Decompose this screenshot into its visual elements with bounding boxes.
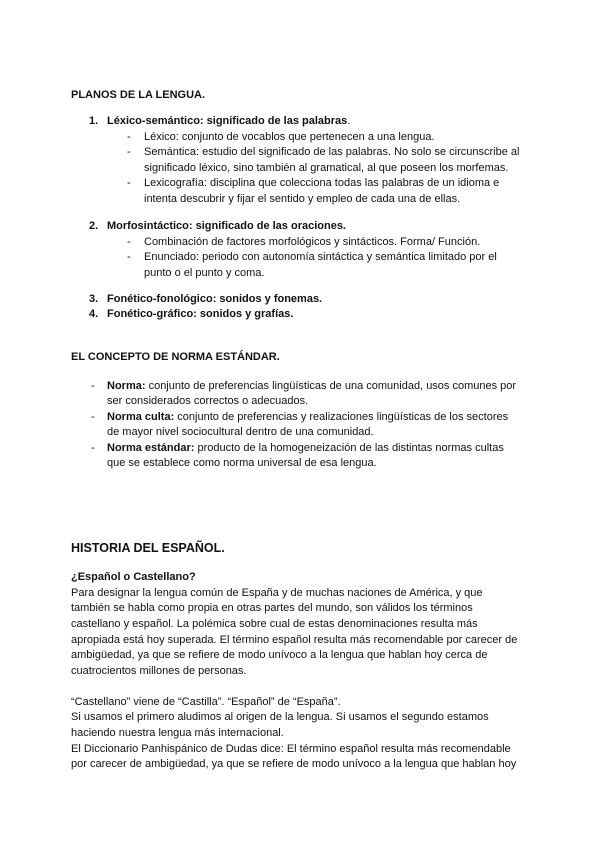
item-title-tail: . [347, 115, 351, 127]
term: Norma: [107, 380, 146, 392]
list-number: 1. [89, 115, 99, 127]
list-number: 4. [89, 308, 99, 320]
definition-text: de mayor nivel sociocultural dentro de una comunidad. [107, 426, 374, 438]
paragraph-line: Para designar la lengua común de España y de muchas naciones de América, y que [71, 587, 483, 599]
list-item-title: Morfosintáctico: significado de las oraciones. [107, 220, 346, 232]
bullet-dash: - [91, 380, 95, 392]
subsection-title: ¿Español o Castellano? [71, 571, 196, 583]
paragraph-line: por carecer de ambigüedad, ya que se refiere de modo unívoco a la lengua que hablan hoy [71, 758, 517, 770]
bullet-dash: - [91, 411, 95, 423]
definition-text: conjunto de preferencias lingüísticas de una comunidad, usos comunes por [145, 380, 517, 392]
paragraph-line: cuatrocientos millones de personas. [71, 665, 247, 677]
section-title: PLANOS DE LA LENGUA. [71, 89, 206, 101]
paragraph-line: haciendo nuestra lengua más internacional. [71, 727, 284, 739]
definition [107, 410, 508, 424]
paragraph-line: también se habla como propia en otras partes del mundo, son válidos los términos [71, 602, 473, 614]
list-number: 2. [89, 220, 99, 232]
paragraph-line: apropiada está hoy superada. El término español resulta más recomendable por carecer de [71, 634, 518, 646]
paragraph-line: Si usamos el primero aludimos al origen de la lengua. Si usamos el segundo estamos [71, 711, 489, 723]
bullet-text: significado léxico, sino también al gramatical, al que poseen los morfemas. [144, 162, 509, 174]
list-number: 3. [89, 293, 99, 305]
bullet-dash: - [91, 442, 95, 454]
bullet-dash: - [127, 177, 131, 189]
definition-text: ser considerados correctos o adecuados. [107, 395, 309, 407]
definition-text: producto de la homogeneización de las distintas normas cultas [194, 442, 504, 454]
list-item-title: Fonético-gráfico: sonidos y grafías. [107, 308, 294, 320]
list-item-title: Fonético-fonológico: sonidos y fonemas. [107, 293, 323, 305]
bullet-dash: - [127, 146, 131, 158]
paragraph-line: “Castellano” viene de “Castilla”. “Español” de “España”. [71, 696, 341, 708]
bullet-dash: - [127, 251, 131, 263]
paragraph-line: castellano y español. La polémica sobre cual de estas denominaciones resulta más [71, 618, 478, 630]
definition-text: que se establece como norma universal de esa lengua. [107, 457, 377, 469]
section-title: HISTORIA DEL ESPAÑOL. [71, 541, 225, 555]
bullet-dash: - [127, 131, 131, 143]
bullet-dash: - [127, 236, 131, 248]
bullet-text: intenta descubrir y fijar el sentido y empleo de cada una de ellas. [144, 193, 461, 205]
bullet-text: Léxico: conjunto de vocablos que pertenecen a una lengua. [144, 131, 435, 143]
definition [107, 441, 504, 455]
item-title: Léxico-semántico: significado de las palabras [107, 115, 348, 127]
bullet-text: Combinación de factores morfológicos y sintácticos. Forma/ Función. [144, 236, 481, 248]
term: Norma estándar: [107, 442, 195, 454]
section-title: EL CONCEPTO DE NORMA ESTÁNDAR. [71, 351, 280, 363]
paragraph-line: ambigüedad, ya que se refiere de modo unívoco a la lengua que hablan hoy cerca de [71, 649, 488, 661]
bullet-text: punto o el punto y coma. [144, 267, 265, 279]
bullet-text: Semántica: estudio del significado de las palabras. No solo se circunscribe al [144, 146, 520, 158]
paragraph-line: El Diccionario Panhispánico de Dudas dice: El término español resulta más recomendable [71, 743, 511, 755]
bullet-text: Lexicografía: disciplina que colecciona todas las palabras de un idioma e [144, 177, 500, 189]
term: Norma culta: [107, 411, 175, 423]
definition-text: conjunto de preferencias y realizaciones lingüísticas de los sectores [174, 411, 509, 423]
definition [107, 379, 516, 393]
bullet-text: Enunciado: periodo con autonomía sintáctica y semántica limitado por el [144, 251, 497, 263]
list-item-title [107, 114, 350, 128]
